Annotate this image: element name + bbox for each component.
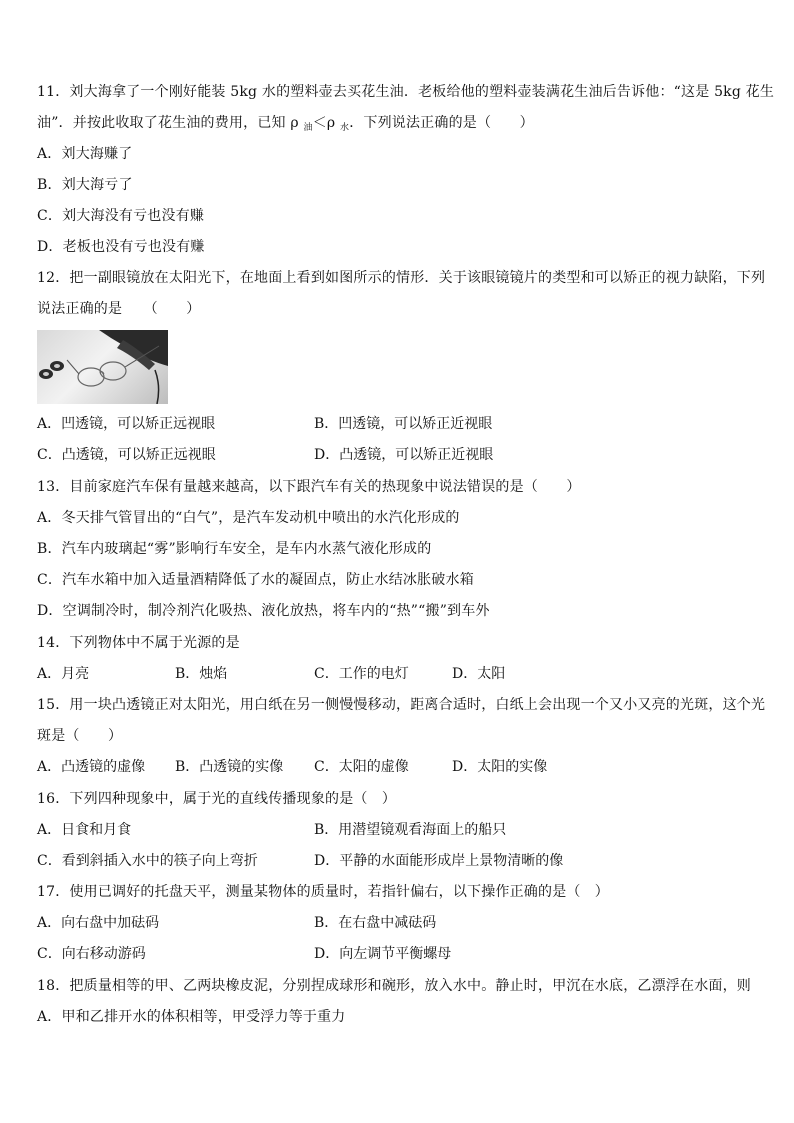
q13-option-c: C．汽车水箱中加入适量酒精降低了水的凝固点，防止水结冰胀破水箱 (37, 572, 474, 588)
q11-option-d: D．老板也没有亏也没有赚 (37, 239, 205, 255)
q14-option-d: D．太阳 (452, 666, 506, 682)
q14-option-a: A．月亮 (37, 666, 90, 682)
q11-option-c: C．刘大海没有亏也没有赚 (37, 208, 205, 224)
glasses-shadow-photo (37, 330, 168, 404)
q12-option-c: C．凸透镜，可以矫正远视眼 (37, 447, 216, 463)
q17-option-b: B．在右盘中减砝码 (314, 915, 437, 931)
q15-option-c: C．太阳的虚像 (314, 759, 409, 775)
q16-stem: 16．下列四种现象中，属于光的直线传播现象的是（ ） (37, 791, 397, 807)
q13-stem: 13．目前家庭汽车保有量越来越高，以下跟汽车有关的热现象中说法错误的是（ ） (37, 479, 581, 495)
q17-option-a: A．向右盘中加砝码 (37, 915, 160, 931)
q13-option-b: B．汽车内玻璃起“雾”影响行车安全，是车内水蒸气液化形成的 (37, 541, 432, 557)
q15-stem-line2: 斑是（ ） (37, 728, 123, 744)
q14-option-b: B．烛焰 (175, 666, 228, 682)
q17-option-d: D．向左调节平衡螺母 (314, 946, 452, 962)
q18-stem: 18．把质量相等的甲、乙两块橡皮泥，分别捏成球形和碗形，放入水中。静止时，甲沉在水底，乙漂浮在水面，则 (37, 978, 752, 994)
q16-option-c: C．看到斜插入水中的筷子向上弯折 (37, 853, 258, 869)
q12-option-a: A．凹透镜，可以矫正远视眼 (37, 416, 216, 432)
q18-option-a: A．甲和乙排开水的体积相等，甲受浮力等于重力 (37, 1009, 346, 1025)
rho-oil-subscript: 油 (303, 123, 313, 133)
q17-option-c: C．向右移动游码 (37, 946, 146, 962)
q16-option-b: B．用潜望镜观看海面上的船只 (314, 822, 507, 838)
q11-stem-part-a: 油”．并按此收取了花生油的费用，已知 ρ (37, 115, 304, 131)
q14-option-c: C．工作的电灯 (314, 666, 409, 682)
q12-stem-line2: 说法正确的是 （ ） (37, 301, 201, 317)
q15-option-d: D．太阳的实像 (452, 759, 548, 775)
q13-option-d: D．空调制冷时，制冷剂汽化吸热、液化放热，将车内的“热”“搬”到车外 (37, 603, 490, 619)
q14-stem: 14．下列物体中不属于光源的是 (37, 635, 240, 651)
q12-stem-line1: 12．把一副眼镜放在太阳光下，在地面上看到如图所示的情形．关于该眼镜镜片的类型和可以矫正的视力缺陷，下列 (37, 270, 766, 286)
q17-stem: 17．使用已调好的托盘天平，测量某物体的质量时，若指针偏右，以下操作正确的是（ ） (37, 884, 610, 900)
glasses-photo-drawing (37, 330, 168, 404)
q16-option-d: D．平静的水面能形成岸上景物清晰的像 (314, 853, 564, 869)
q15-stem-line1: 15．用一块凸透镜正对太阳光，用白纸在另一侧慢慢移动，距离合适时，白纸上会出现一个又小又亮的光斑，这个光 (37, 697, 766, 713)
q11-stem-line2 (37, 113, 534, 138)
q16-option-a: A．日食和月食 (37, 822, 132, 838)
q11-stem-line1: 11．刘大海拿了一个刚好能装 5kg 水的塑料壶去买花生油．老板给他的塑料壶装满花生油后告诉他：“这是 5kg 花生 (37, 84, 775, 100)
q11-stem-part-c: ．下列说法正确的是（ ） (349, 115, 534, 131)
q15-option-a: A．凸透镜的虚像 (37, 759, 146, 775)
q12-option-b: B．凹透镜，可以矫正近视眼 (314, 416, 493, 432)
q11-option-b: B．刘大海亏了 (37, 177, 133, 193)
q11-stem-part-b: ＜ρ (312, 115, 340, 131)
q11-option-a: A．刘大海赚了 (37, 146, 133, 162)
q12-option-d: D．凸透镜，可以矫正近视眼 (314, 447, 494, 463)
rho-water-subscript: 水 (339, 123, 350, 133)
q13-option-a: A．冬天排气管冒出的“白气”，是汽车发动机中喷出的水汽化形成的 (37, 510, 460, 526)
q15-option-b: B．凸透镜的实像 (175, 759, 284, 775)
